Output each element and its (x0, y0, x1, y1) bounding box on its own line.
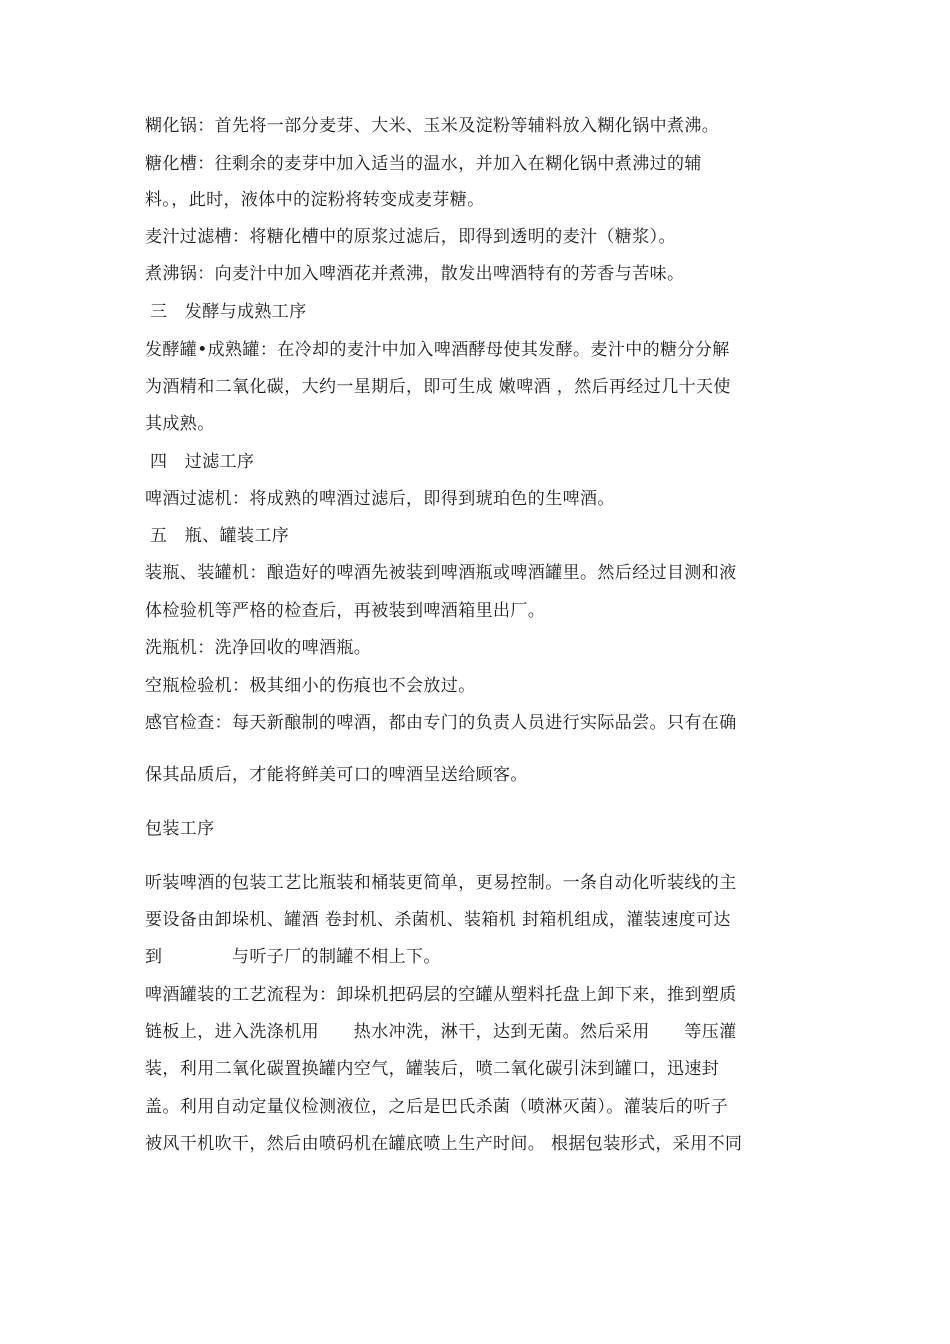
text-line: 装瓶、装罐机：酿造好的啤酒先被装到啤酒瓶或啤酒罐里。然后经过目测和液 (145, 563, 737, 583)
text-line: 体检验机等严格的检查后，再被装到啤酒箱里出厂。 (145, 601, 546, 621)
text-line: 发酵罐•成熟罐：在冷却的麦汁中加入啤酒酵母使其发酵。麦汁中的糖分分解 (145, 340, 730, 360)
text-line: 料。，此时，液体中的淀粉将转变成麦芽糖。 (145, 190, 485, 210)
text-line: 啤酒过滤机：将成熟的啤酒过滤后，即得到琥珀色的生啤酒。 (145, 489, 615, 509)
text-line: 被风干机吹干，然后由喷码机在罐底喷上生产时间。 根据包装形式，采用不同 (145, 1134, 743, 1154)
text-line: 听装啤酒的包装工艺比瓶装和桶装更简单，更易控制。一条自动化听装线的主 (145, 873, 737, 893)
text-line: 到 与听子厂的制罐不相上下。 (145, 947, 441, 967)
text-line: 麦汁过滤槽：将糖化槽中的原浆过滤后，即得到透明的麦汁（糖浆）。 (145, 227, 676, 247)
text-line: 其成熟。 (145, 414, 215, 434)
text-line: 啤酒罐装的工艺流程为：卸垛机把码层的空罐从塑料托盘上卸下来，推到塑质 (145, 985, 737, 1005)
text-line: 保其品质后，才能将鲜美可口的啤酒呈送给顾客。 (145, 765, 528, 785)
text-line: 空瓶检验机：极其细小的伤痕也不会放过。 (145, 676, 476, 696)
text-line: 感官检查：每天新酿制的啤酒，都由专门的负责人员进行实际品尝。只有在确 (145, 713, 737, 733)
text-line: 装，利用二氧化碳置换罐内空气，罐装后，喷二氧化碳引沫到罐口，迅速封 (145, 1059, 720, 1079)
text-line: 煮沸锅：向麦汁中加入啤酒花并煮沸，散发出啤酒特有的芳香与苦味。 (145, 264, 685, 284)
text-line: 洗瓶机：洗净回收的啤酒瓶。 (145, 638, 372, 658)
text-line: 糖化槽：往剩余的麦芽中加入适当的温水，并加入在糊化锅中煮沸过的辅 (145, 154, 702, 174)
section-heading: 三 发酵与成熟工序 (150, 302, 307, 322)
text-line: 为酒精和二氧化碳，大约一星期后，即可生成 嫩啤酒 ，然后再经过几十天使 (145, 377, 731, 397)
text-line: 要设备由卸垛机、罐酒 卷封机、杀菌机、装箱机 封箱机组成，灌装速度可达 (145, 910, 731, 930)
text-line: 链板上，进入洗涤机用 热水冲洗，淋干，达到无菌。然后采用 等压灌 (145, 1022, 737, 1042)
section-heading: 四 过滤工序 (150, 452, 255, 472)
text-line: 糊化锅：首先将一部分麦芽、大米、玉米及淀粉等辅料放入糊化锅中煮沸。 (145, 116, 720, 136)
section-heading: 包装工序 (145, 819, 215, 839)
text-line: 盖。利用自动定量仪检测液位，之后是巴氏杀菌（喷淋灭菌）。灌装后的听子 (145, 1097, 729, 1117)
section-heading: 五 瓶、罐装工序 (150, 526, 290, 546)
